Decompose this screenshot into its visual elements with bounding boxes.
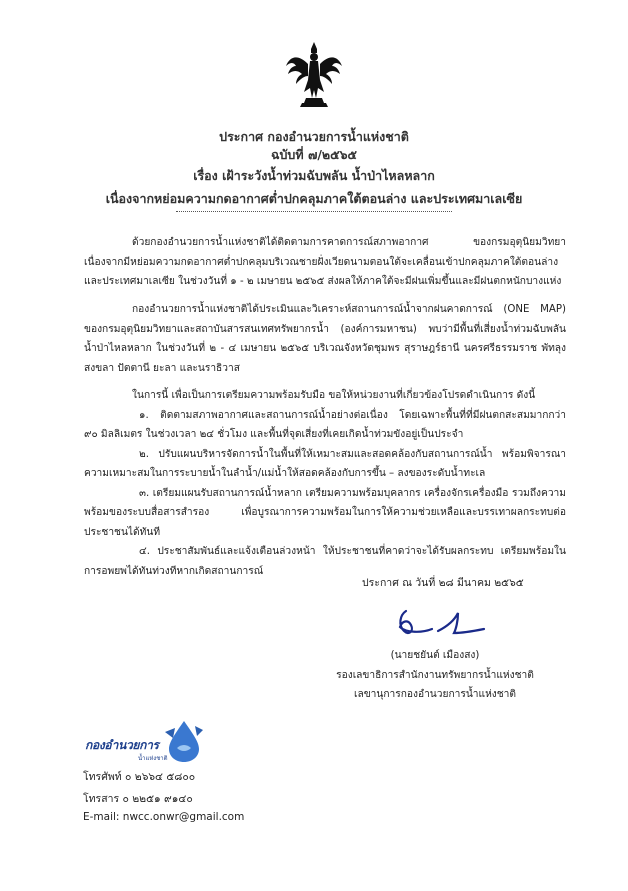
action-item-3: ๓. เตรียมแผนรับสถานการณ์น้ำหลาก เตรียมความพร้อมบุคลากร เครื่องจักรเครื่องมือ รวมถึงความพร้อมของระบบสื่อสารสำรอง เพื่อบูรณาการความพร้อมในการให้ความช่วยเหลือและบรรเทาผลกระทบต่อประชาชนได้ทันที: [84, 487, 566, 538]
paragraph-3: ในการนี้ เพื่อเป็นการเตรียมความพร้อมรับมือ ขอให้หน่วยงานที่เกี่ยวข้องโปรดดำเนินการ ดังนี้: [132, 390, 536, 401]
action-item-1: ๑. ติดตามสภาพอากาศและสถานการณ์น้ำอย่างต่อเนื่อง โดยเฉพาะพื้นที่ที่มีฝนตกสะสมมากกว่า ๙๐ มิลลิเมตร ในช่วงเวลา ๒๔ ชั่วโมง และพื้นที่จุดเสี่ยงที่เคยเกิดน้ำท่วมขังอยู่เป็นประจำ: [84, 409, 566, 440]
contact-phone: โทรศัพท์ ๐ ๒๖๖๔ ๕๘๐๐: [83, 771, 196, 783]
signer-name: (นายชยันต์ เมืองสง): [390, 650, 480, 661]
contact-email: E-mail: nwcc.onwr@gmail.com: [83, 811, 245, 823]
action-item-2: ๒. ปรับแผนบริหารจัดการน้ำในพื้นที่ให้เหมาะสมและสอดคล้องกับสถานการณ์น้ำ พร้อมพิจารณาความเหมาะสมในการระบายน้ำในลำน้ำ/แม่น้ำให้สอดคล้องกับการขึ้น – ลงของระดับน้ำทะเล: [84, 448, 566, 479]
handwritten-signature: [392, 601, 488, 645]
announcement-title: ประกาศ กองอำนวยการน้ำแห่งชาติ: [219, 129, 409, 144]
nwcc-logo: [83, 718, 207, 768]
paragraph-2-block: [84, 300, 566, 378]
action-list-block: [84, 386, 566, 581]
title-divider: [176, 211, 452, 212]
logo-text: กองอำนวยการ: [85, 738, 159, 752]
paragraph-1: ด้วยกองอำนวยการน้ำแห่งชาติได้ติดตามการคาดการณ์สภาพอากาศ ของกรมอุตุนิยมวิทยา เนื่องจากมีหย่อมความกดอากาศต่ำปกคลุมบริเวณชายฝั่งเวียดนามตอนใต้จะเคลื่อนเข้าปกคลุมภาคใต้ตอนล่าง และประเทศมาเลเซีย ในช่วงวันที่ ๑ - ๒ เมษายน ๒๕๖๕ ส่งผลให้ภาคใต้จะมีฝนเพิ่มขึ้นและมีฝนตกหนักบางแห่ง: [84, 237, 566, 287]
signer-position: รองเลขาธิการสำนักงานทรัพยากรน้ำแห่งชาติ: [336, 670, 534, 681]
announcement-date: ประกาศ ณ วันที่ ๒๘ มีนาคม ๒๕๖๕: [362, 577, 524, 589]
signer-role: เลขานุการกองอำนวยการน้ำแห่งชาติ: [353, 689, 517, 700]
announcement-subject-detail: เนื่องจากหย่อมความกดอากาศต่ำปกคลุมภาคใต้ตอนล่าง และประเทศมาเลเซีย: [105, 191, 523, 206]
paragraph-1-block: [84, 233, 566, 292]
paragraph-2: กองอำนวยการน้ำแห่งชาติได้ประเมินและวิเคราะห์สถานการณ์น้ำจากฝนคาดการณ์ (ONE MAP) ของกรมอุตุนิยมวิทยาและสถาบันสารสนเทศทรัพยากรน้ำ (องค์การมหาชน) พบว่ามีพื้นที่เสี่ยงน้ำท่วมฉับพลัน น้ำป่าไหลหลาก ในช่วงวันที่ ๒ - ๔ เมษายน ๒๕๖๕ บริเวณจังหวัดชุมพร สุราษฎร์ธานี นครศรีธรรมราช พัทลุง สงขลา ปัตตานี ยะลา และนราธิวาส: [84, 304, 566, 374]
action-item-4: ๔. ประชาสัมพันธ์และแจ้งเตือนล่วงหน้า ให้ประชาชนที่คาดว่าจะได้รับผลกระทบ เตรียมพร้อมในการอพยพได้ทันท่วงทีหากเกิดสถานการณ์: [84, 546, 566, 577]
garuda-emblem-icon: [284, 40, 344, 108]
contact-fax: โทรสาร ๐ ๒๒๕๑ ๙๑๔๐: [83, 793, 193, 805]
announcement-number: ฉบับที่ ๗/๒๕๖๕: [270, 147, 358, 162]
announcement-subject: เรื่อง เฝ้าระวังน้ำท่วมฉับพลัน น้ำป่าไหลหลาก: [193, 168, 435, 183]
logo-subtext: น้ำแห่งชาติ: [138, 755, 168, 762]
